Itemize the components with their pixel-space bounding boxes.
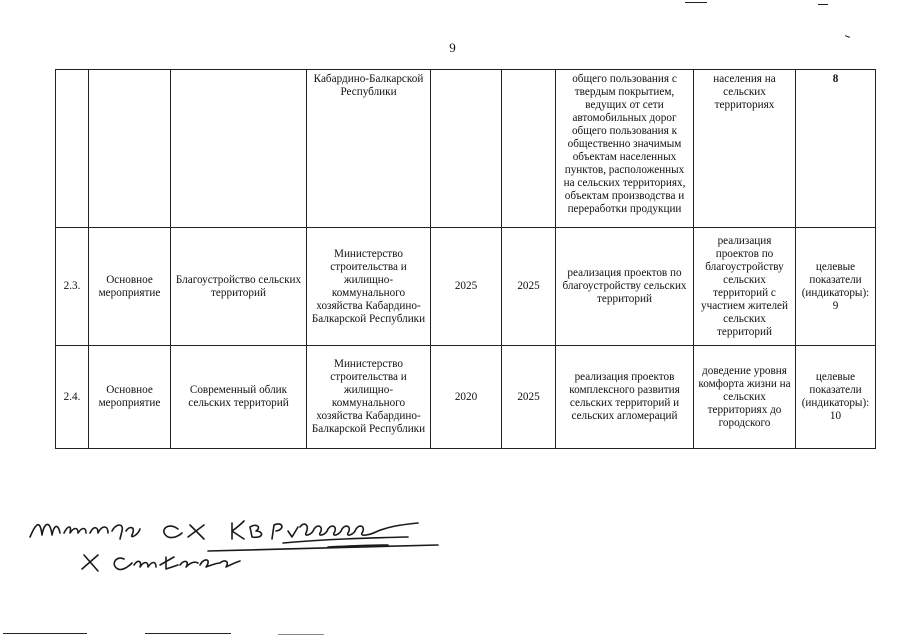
cell-start-year — [431, 70, 502, 228]
footer-line — [278, 634, 324, 635]
handwritten-signature — [28, 505, 458, 580]
cell-result: реализация проектов комплексного развития сельских территорий и сельских агломераций — [556, 346, 694, 449]
footer-line — [145, 633, 231, 634]
cell-executor: Министерство строительства и жилищно-коммунального хозяйства Кабардино-Балкарской Республики — [307, 228, 431, 346]
cell-number: 2.4. — [56, 346, 89, 449]
cell-number: 2.3. — [56, 228, 89, 346]
activities-table — [55, 69, 876, 449]
cell-effect: реализация проектов по благоустройству сельских территорий с участием жителей сельских территорий — [694, 228, 796, 346]
cell-result: реализация проектов по благоустройству сельских территорий — [556, 228, 694, 346]
cell-name: Современный облик сельских территорий — [171, 346, 307, 449]
table-row — [56, 228, 876, 346]
page-number: 9 — [449, 40, 456, 55]
scan-mark — [685, 2, 707, 3]
cell-executor: Министерство строительства и жилищно-коммунального хозяйства Кабардино-Балкарской Республики — [307, 346, 431, 449]
footer-line — [3, 633, 87, 634]
scan-mark — [845, 35, 850, 38]
cell-result: общего пользования с твердым покрытием, ведущих от сети автомобильных дорог общего пользования к общественно значимым объектам населенных пунктов, расположенных на сельских территориях, объектам производства и переработки продукции — [556, 70, 694, 228]
cell-name — [171, 70, 307, 228]
cell-end-year — [502, 70, 556, 228]
cell-indicator: 8 — [796, 70, 876, 228]
cell-name: Благоустройство сельских территорий — [171, 228, 307, 346]
cell-type: Основное мероприятие — [89, 228, 171, 346]
cell-start-year: 2025 — [431, 228, 502, 346]
scan-mark — [818, 4, 828, 5]
cell-indicator: целевые показатели (индикаторы): 10 — [796, 346, 876, 449]
table-row — [56, 70, 876, 228]
cell-type — [89, 70, 171, 228]
cell-indicator: целевые показатели (индикаторы): 9 — [796, 228, 876, 346]
cell-effect: населения на сельских территориях — [694, 70, 796, 228]
table-row — [56, 346, 876, 449]
cell-end-year: 2025 — [502, 228, 556, 346]
cell-executor: Кабардино-Балкарской Республики — [307, 70, 431, 228]
cell-number — [56, 70, 89, 228]
cell-type: Основное мероприятие — [89, 346, 171, 449]
cell-start-year: 2020 — [431, 346, 502, 449]
cell-effect: доведение уровня комфорта жизни на сельских территориях до городского — [694, 346, 796, 449]
cell-end-year: 2025 — [502, 346, 556, 449]
